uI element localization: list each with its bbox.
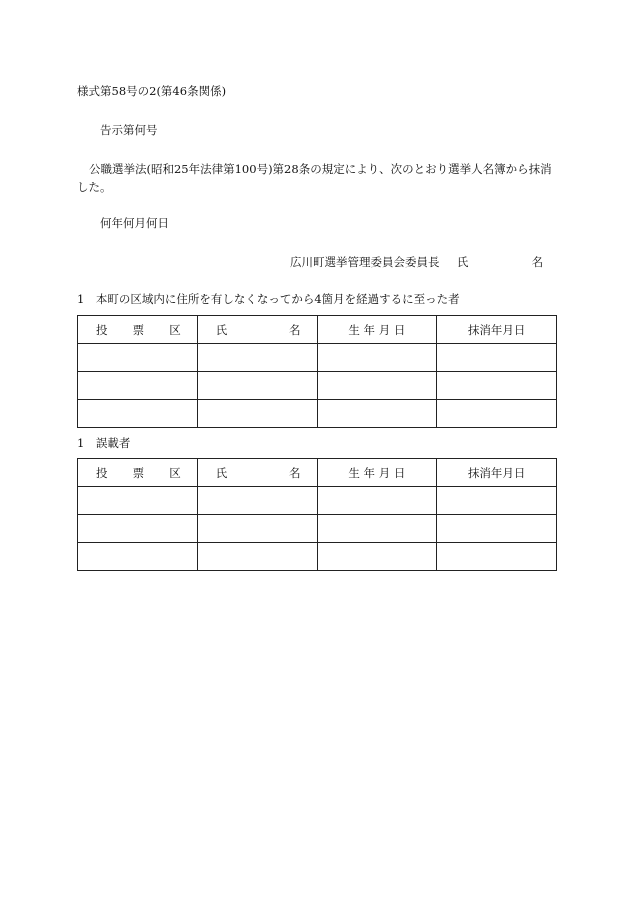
- removed-by-relocation-table: [77, 315, 557, 428]
- column-header-name: 氏 名: [197, 316, 317, 344]
- table-cell: [317, 344, 437, 372]
- table-row: [78, 515, 557, 543]
- table-cell: [437, 515, 557, 543]
- notice-number: 告示第何号: [100, 123, 158, 137]
- table-cell: [437, 487, 557, 515]
- table-cell: [317, 487, 437, 515]
- table-cell: [78, 400, 198, 428]
- column-header-removal-date: 抹消年月日: [437, 459, 557, 487]
- table-cell: [78, 515, 198, 543]
- signature-surname: 氏: [456, 255, 469, 269]
- table-cell: [317, 515, 437, 543]
- table-cell: [437, 372, 557, 400]
- table-cell: [197, 372, 317, 400]
- signature-given: 名: [531, 255, 544, 269]
- table-cell: [437, 344, 557, 372]
- table-cell: [317, 543, 437, 571]
- table-cell: [78, 344, 198, 372]
- table-cell: [317, 400, 437, 428]
- table-cell: [197, 487, 317, 515]
- column-header-voting-district: 投 票 区: [78, 459, 198, 487]
- table-header-row: [78, 459, 557, 487]
- form-number: 様式第58号の2(第46条関係): [77, 84, 227, 98]
- column-header-name: 氏 名: [197, 459, 317, 487]
- removed-erroneous-entry-table: [77, 458, 557, 571]
- table-cell: [78, 487, 198, 515]
- table-cell: [197, 344, 317, 372]
- table-row: [78, 487, 557, 515]
- signature-line: [290, 254, 544, 270]
- column-header-birthdate: 生 年 月 日: [317, 459, 437, 487]
- signature-committee: 広川町選挙管理委員会委員長: [290, 255, 440, 269]
- table-cell: [437, 400, 557, 428]
- table-cell: [78, 372, 198, 400]
- table-cell: [197, 400, 317, 428]
- table-cell: [197, 515, 317, 543]
- table-row: [78, 543, 557, 571]
- column-header-birthdate: 生 年 月 日: [317, 316, 437, 344]
- column-header-removal-date: 抹消年月日: [437, 316, 557, 344]
- column-header-voting-district: 投 票 区: [78, 316, 198, 344]
- table-cell: [437, 543, 557, 571]
- table-cell: [317, 372, 437, 400]
- section2-heading: 1 誤載者: [77, 436, 131, 450]
- section1-heading: 1 本町の区域内に住所を有しなくなってから4箇月を経過するに至った者: [77, 292, 460, 306]
- table-header-row: [78, 316, 557, 344]
- date-line: 何年何月何日: [100, 216, 169, 230]
- table-row: [78, 344, 557, 372]
- table-cell: [197, 543, 317, 571]
- table-row: [78, 372, 557, 400]
- table-row: [78, 400, 557, 428]
- table-cell: [78, 543, 198, 571]
- body-text: 公職選挙法(昭和25年法律第100号)第28条の規定により、次のとおり選挙人名簿から抹消した。: [77, 162, 552, 194]
